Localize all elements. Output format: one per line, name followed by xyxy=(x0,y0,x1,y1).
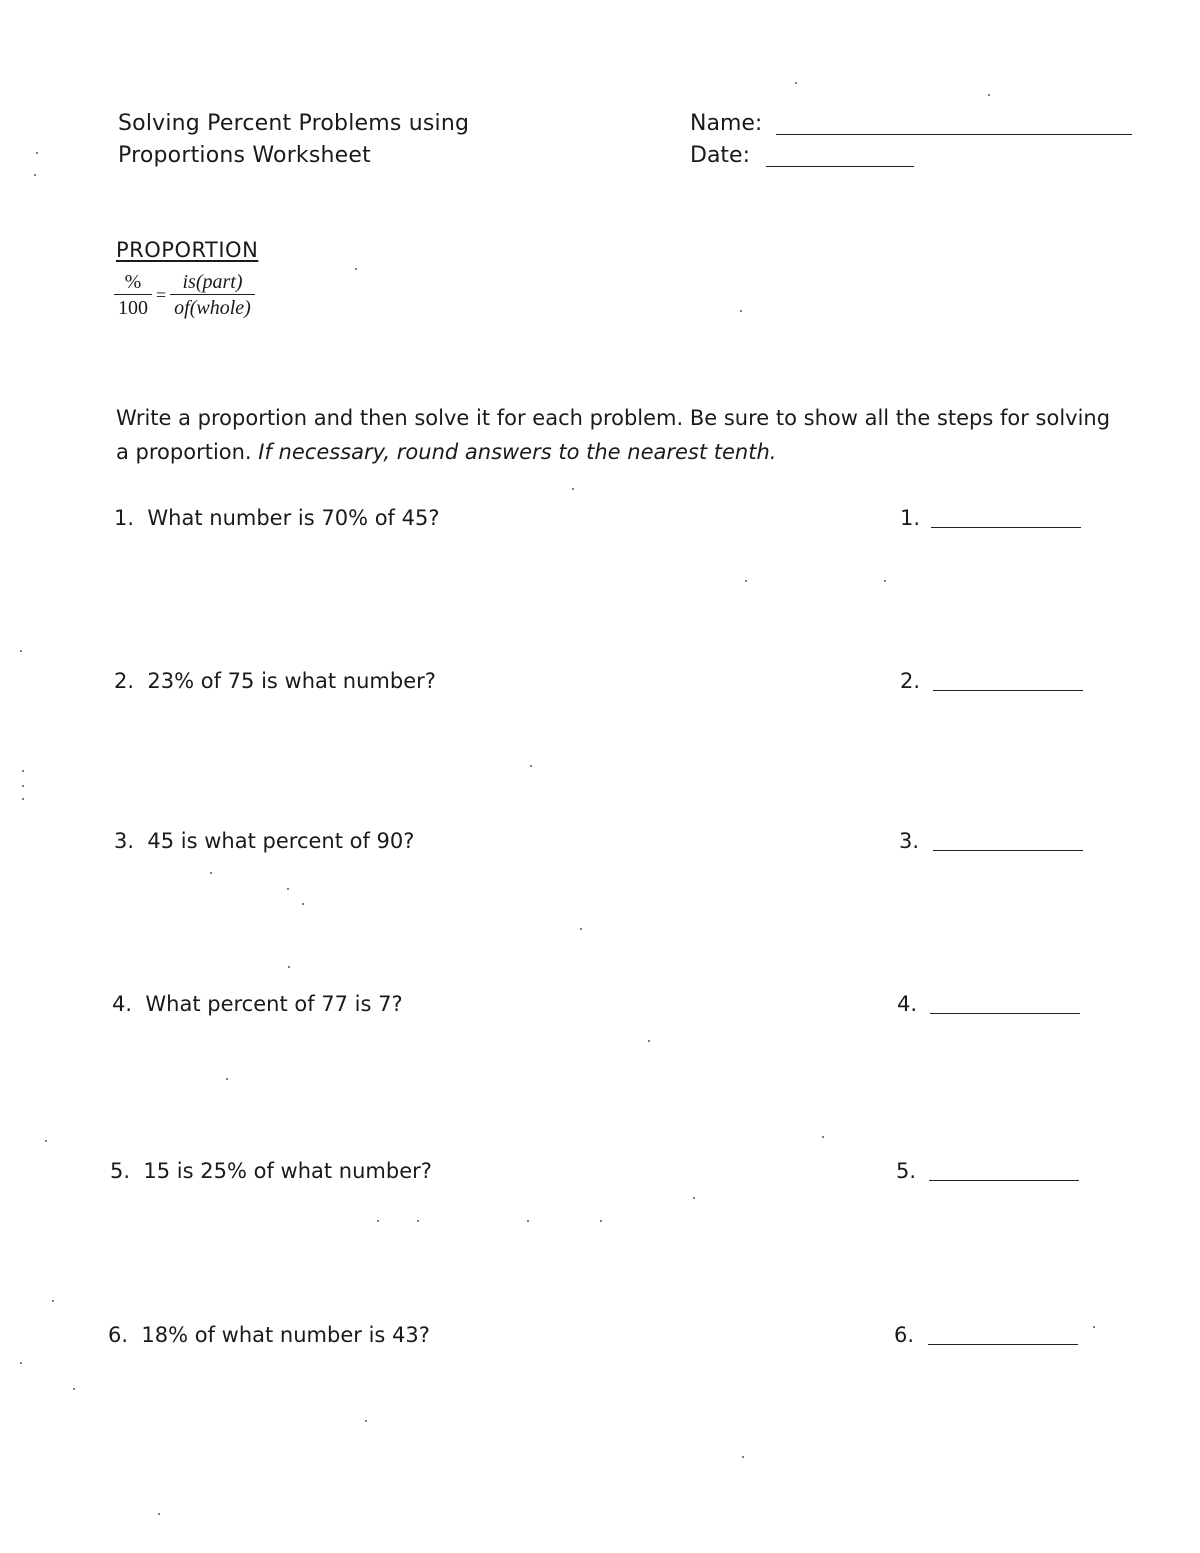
scan-speck xyxy=(158,1513,160,1515)
answer-line-5[interactable] xyxy=(929,1180,1079,1181)
scan-speck xyxy=(287,888,289,890)
of-whole-denominator: of(whole) xyxy=(174,297,251,319)
scan-speck xyxy=(34,174,36,176)
scan-speck xyxy=(648,1040,650,1042)
scan-speck xyxy=(226,1078,228,1080)
scan-speck xyxy=(302,903,304,905)
scan-speck xyxy=(52,1300,54,1302)
proportion-heading: PROPORTION xyxy=(116,238,259,262)
percent-fraction xyxy=(114,270,152,321)
date-line[interactable] xyxy=(766,166,914,167)
answer-line-4[interactable] xyxy=(930,1013,1080,1014)
answer-line-3[interactable] xyxy=(933,850,1083,851)
scan-speck xyxy=(740,310,742,312)
scan-speck xyxy=(1093,1326,1095,1328)
problem-text: 18% of what number is 43? xyxy=(141,1323,430,1347)
answer-line-6[interactable] xyxy=(928,1344,1078,1345)
problem-text: What percent of 77 is 7? xyxy=(145,992,403,1016)
scan-speck xyxy=(45,1140,47,1142)
instructions xyxy=(116,401,1116,469)
scan-speck xyxy=(355,268,357,270)
answer-label-2: 2. xyxy=(900,669,921,693)
problem-number: 1. xyxy=(114,506,135,530)
proportion-formula xyxy=(114,270,255,321)
scan-speck xyxy=(210,872,212,874)
problem-number: 4. xyxy=(112,992,133,1016)
scan-speck xyxy=(20,1362,22,1364)
instructions-emphasis: If necessary, round answers to the nearest tenth. xyxy=(258,440,777,464)
scan-speck xyxy=(822,1136,824,1138)
scan-speck xyxy=(742,1456,744,1458)
scan-speck xyxy=(530,765,532,767)
scan-speck xyxy=(36,152,38,154)
problem-number: 2. xyxy=(114,669,135,693)
problem-2 xyxy=(114,666,436,696)
name-line[interactable] xyxy=(776,134,1132,135)
scan-speck xyxy=(988,94,990,96)
worksheet-title-line-1: Solving Percent Problems using xyxy=(118,111,470,136)
answer-label-4: 4. xyxy=(897,992,918,1016)
scan-speck xyxy=(365,1420,367,1422)
scan-speck xyxy=(527,1220,529,1222)
problem-3 xyxy=(114,826,414,856)
hundred-denominator: 100 xyxy=(118,297,148,319)
answer-label-3: 3. xyxy=(899,829,920,853)
equals-sign: = xyxy=(156,285,167,305)
scan-speck xyxy=(745,580,747,582)
instructions-text: Write a proportion and then solve it for each problem. Be sure to show all the steps for solving a proportion. xyxy=(116,406,1111,464)
scan-speck xyxy=(884,580,886,582)
scan-speck xyxy=(693,1197,695,1199)
scan-speck xyxy=(22,798,24,800)
scan-speck xyxy=(600,1220,602,1222)
is-part-numerator: is(part) xyxy=(182,271,243,293)
date-label: Date: xyxy=(690,143,750,168)
scan-speck xyxy=(377,1220,379,1222)
worksheet-title-line-2: Proportions Worksheet xyxy=(118,143,371,168)
scan-speck xyxy=(22,770,24,772)
problem-6 xyxy=(108,1320,430,1350)
answer-label-1: 1. xyxy=(900,506,921,530)
scan-speck xyxy=(288,966,290,968)
part-whole-fraction xyxy=(170,270,255,321)
problem-number: 3. xyxy=(114,829,135,853)
problem-5 xyxy=(110,1156,432,1186)
scan-speck xyxy=(22,785,24,787)
scan-speck xyxy=(572,488,574,490)
scan-speck xyxy=(795,82,797,84)
problem-text: What number is 70% of 45? xyxy=(147,506,440,530)
answer-label-6: 6. xyxy=(894,1323,915,1347)
problem-text: 23% of 75 is what number? xyxy=(147,669,436,693)
answer-line-1[interactable] xyxy=(931,527,1081,528)
problem-text: 15 is 25% of what number? xyxy=(143,1159,432,1183)
problem-4 xyxy=(112,989,403,1019)
scan-speck xyxy=(73,1388,75,1390)
percent-symbol: % xyxy=(124,271,142,293)
scan-speck xyxy=(580,928,582,930)
name-label: Name: xyxy=(690,111,763,136)
problem-number: 5. xyxy=(110,1159,131,1183)
answer-line-2[interactable] xyxy=(933,690,1083,691)
scan-speck xyxy=(20,650,22,652)
problem-text: 45 is what percent of 90? xyxy=(147,829,415,853)
scan-speck xyxy=(417,1220,419,1222)
problem-number: 6. xyxy=(108,1323,129,1347)
answer-label-5: 5. xyxy=(896,1159,917,1183)
problem-1 xyxy=(114,503,439,533)
